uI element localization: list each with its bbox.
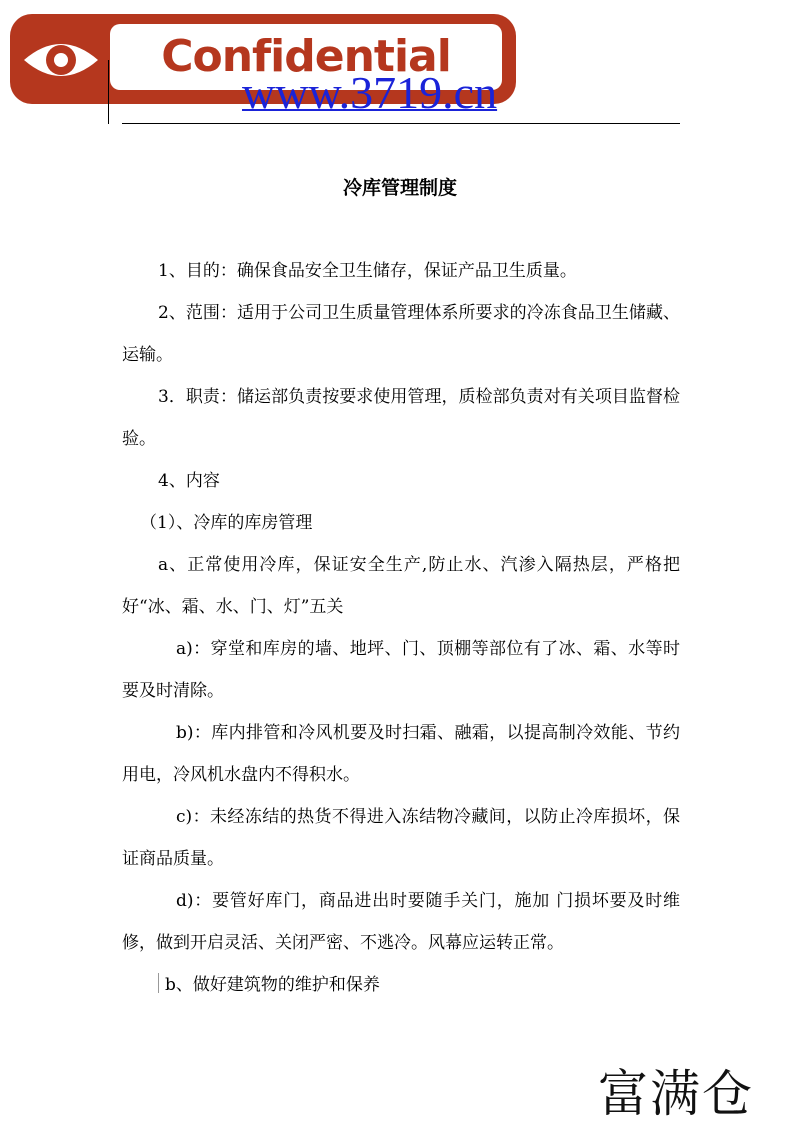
footer-brand-watermark: 富满仓 bbox=[598, 1065, 754, 1123]
paragraph-subheading: （1）、冷库的库房管理 bbox=[140, 513, 313, 533]
header-margin-line bbox=[108, 60, 109, 124]
paragraph-scope: 2、范围：适用于公司卫生质量管理体系所要求的冷冻食品卫生储藏、运输。 bbox=[122, 303, 680, 365]
paragraph-item-b bbox=[122, 964, 680, 1006]
paragraph-sub-b: b)：库内排管和冷风机要及时扫霜、融霜，以提高制冷效能、节约用电，冷风机水盘内不得积水。 bbox=[122, 723, 680, 785]
paragraph-item-b-text: b、做好建筑物的维护和保养 bbox=[165, 975, 380, 995]
header-rule bbox=[122, 123, 680, 124]
document-title: 冷库管理制度 bbox=[342, 177, 457, 199]
paragraph-sub-d: d)：要管好库门，商品进出时要随手关门，施加 门损坏要及时维修，做到开启灵活、关闭严密、不逃冷。风幕应运转正常。 bbox=[122, 891, 680, 953]
paragraph-sub-a: a)：穿堂和库房的墙、地坪、门、顶棚等部位有了冰、霜、水等时要及时清除。 bbox=[122, 639, 680, 701]
paragraph-item-a: a、正常使用冷库，保证安全生产,防止水、汽渗入隔热层，严格把好“冰、霜、水、门、灯”五关 bbox=[122, 555, 680, 617]
stamp-label: Confidential bbox=[161, 31, 451, 82]
text-cursor bbox=[158, 973, 159, 993]
watermark-url[interactable]: www.3719.cn bbox=[242, 67, 498, 118]
eye-icon bbox=[18, 22, 104, 98]
paragraph-sub-c: c)：未经冻结的热货不得进入冻结物冷藏间，以防止冷库损坏，保证商品质量。 bbox=[122, 807, 680, 869]
paragraph-purpose: 1、目的：确保食品安全卫生储存，保证产品卫生质量。 bbox=[158, 261, 577, 281]
document-body bbox=[122, 250, 680, 1006]
paragraph-content-heading: 4、内容 bbox=[158, 471, 220, 491]
paragraph-duties: 3．职责：储运部负责按要求使用管理，质检部负责对有关项目监督检验。 bbox=[122, 387, 680, 449]
